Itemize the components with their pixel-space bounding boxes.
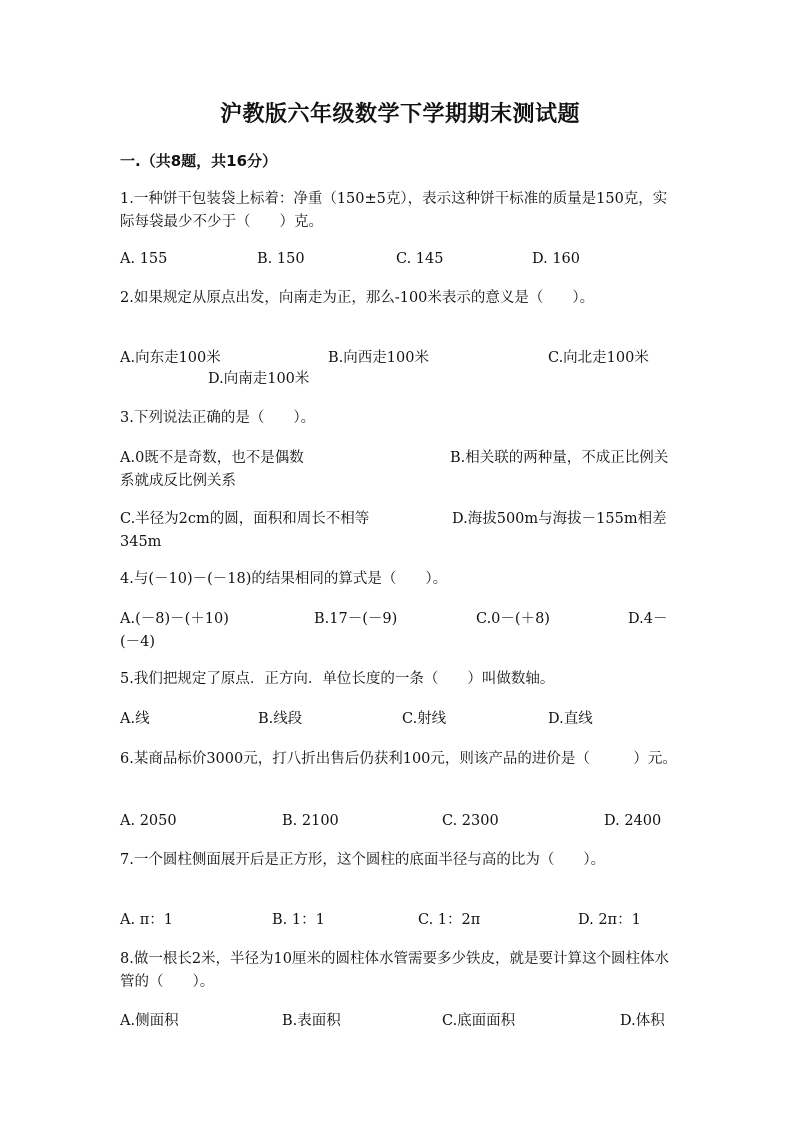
option-c: C.向北走100米 <box>548 350 649 366</box>
page-title: 沪教版六年级数学下学期期末测试题 <box>219 102 580 127</box>
question-6-stem: 6.某商品标价3000元，打八折出售后仍获利100元，则该产品的进价是（ ）元。 <box>120 751 677 767</box>
option-b: B.表面积 <box>282 1013 341 1029</box>
option-c: C.射线 <box>402 711 447 727</box>
option-b: B.线段 <box>258 711 303 727</box>
option-d: D.海拔500m与海拔－155m相差345m <box>120 511 667 550</box>
option-c: C. 1：2π <box>418 912 481 928</box>
option-a: A. 2050 <box>120 813 177 829</box>
option-d: D.体积 <box>620 1013 665 1029</box>
option-c: C.0－(＋8) <box>476 611 550 627</box>
option-a: A. 155 <box>120 251 168 267</box>
option-a: A.向东走100米 <box>120 350 221 366</box>
option-a: A.侧面积 <box>120 1013 179 1029</box>
option-b: B. 150 <box>257 251 305 267</box>
question-8-stem: 8.做一根长2米，半径为10厘米的圆柱体水管需要多少铁皮，就是要计算这个圆柱体水管的（ ）。 <box>120 951 670 990</box>
option-d: D.向南走100米 <box>208 371 310 387</box>
option-d: D. 160 <box>532 251 581 267</box>
option-d: D. 2400 <box>604 813 662 829</box>
option-b: B. 1：1 <box>272 912 325 928</box>
option-a: A.0既不是奇数，也不是偶数 <box>120 450 304 466</box>
option-d: D. 2π：1 <box>578 912 641 928</box>
option-d: D.4－(－4) <box>120 611 668 650</box>
option-c: C. 145 <box>396 251 444 267</box>
option-b: B.相关联的两种量，不成正比例关系就成反比例关系 <box>120 450 669 489</box>
section-heading: 一.（共8题，共16分） <box>120 152 278 170</box>
option-b: B.17－(－9) <box>314 611 398 627</box>
option-c: C. 2300 <box>442 813 499 829</box>
question-1-stem: 1.一种饼干包装袋上标着：净重（150±5克），表示这种饼干标准的质量是150克，实际每袋最少不少于（ ）克。 <box>120 191 668 230</box>
option-b: B.向西走100米 <box>328 350 429 366</box>
question-4-stem: 4.与(－10)－(－18)的结果相同的算式是（ ）。 <box>120 571 448 587</box>
option-d: D.直线 <box>548 711 593 727</box>
option-c: C.底面面积 <box>442 1013 516 1029</box>
question-2-stem: 2.如果规定从原点出发，向南走为正，那么-100米表示的意义是（ ）。 <box>120 290 595 306</box>
option-a: A.(－8)－(＋10) <box>120 611 229 627</box>
option-a: A.线 <box>120 711 150 727</box>
question-7-stem: 7.一个圆柱侧面展开后是正方形，这个圆柱的底面半径与高的比为（ ）。 <box>120 852 606 868</box>
option-c: C.半径为2cm的圆，面积和周长不相等 <box>120 511 370 527</box>
question-5-stem: 5.我们把规定了原点．正方向．单位长度的一条（ ）叫做数轴。 <box>120 671 555 687</box>
option-a: A. π：1 <box>120 912 173 928</box>
question-3-stem: 3.下列说法正确的是（ ）。 <box>120 410 316 426</box>
option-b: B. 2100 <box>282 813 339 829</box>
